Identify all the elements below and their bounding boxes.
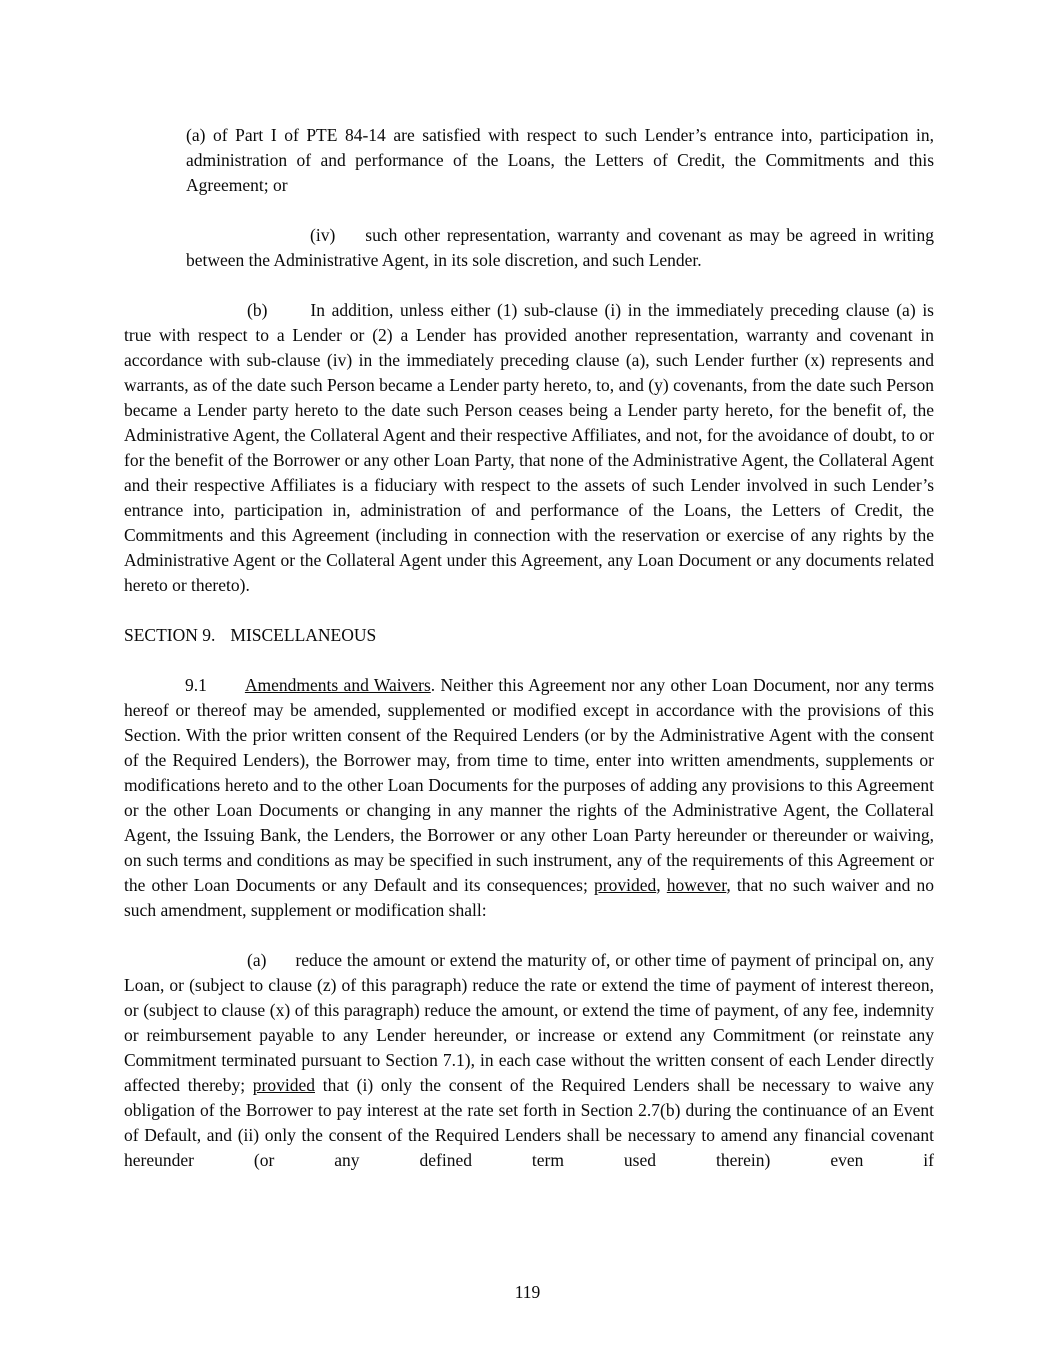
page-content [124,123,934,1198]
section-number: SECTION 9. [124,625,216,645]
underlined-term-provided: provided [252,1075,315,1095]
section-9-heading [124,623,934,648]
paragraph-9-1-amendments [124,673,934,923]
paragraph-clause-iv [186,223,934,273]
paragraph-clause-b [124,298,934,598]
paragraph-pte-clause [186,123,934,198]
paragraph-text: In addition, unless either (1) sub-clause (i) in the immediately preceding clause (a) is true with respect to a Lender or (2) a Lender has provided another representation, warranty and covenant in accordance with sub-clause (iv) in the immediately preceding clause (a), such Lender further (x) represents and warrants, as of the date such Person became a Lender party hereto, to, and (y) covenants, from the date such Person became a Lender party hereto to the date such Person ceases being a Lender party hereto, for the benefit of, the Administrative Agent, the Collateral Agent and their respective Affiliates, and not, for the avoidance of doubt, to or for the benefit of the Borrower or any other Loan Party, that none of the Administrative Agent, the Collateral Agent and their respective Affiliates is a fiduciary with respect to the assets of such Lender involved in such Lender’s entrance into, participation in, administration of and performance of the Loans, the Letters of Credit, the Commitments and this Agreement (including in connection with the reservation or exercise of any rights by the Administrative Agent or the Collateral Agent under this Agreement, any Loan Document or any documents related hereto or thereto). [124,300,934,595]
subsection-number: 9.1 [185,675,207,695]
clause-label-a: (a) [247,950,267,970]
page-number: 119 [514,1282,541,1302]
paragraph-text: (a) of Part I of PTE 84-14 are satisfied with respect to such Lender’s entrance into, participation in, administration of and performance of the Loans, the Letters of Credit, the Commitments and this Agreement; or [186,125,934,195]
paragraph-text: , that no such waiver and no such amendment, supplement or modification shall: [124,875,934,920]
paragraph-text: , [656,875,667,895]
paragraph-text: that (i) only the consent of the Required Lenders shall be necessary to waive any obligation of the Borrower to pay interest at the rate set forth in Section 2.7(b) during the continuance of an Event of Default, and (ii) only the consent of the Required Lenders shall be necessary to amend any financial covenant hereunder (or any defined term used therein) even if [124,1075,934,1170]
paragraph-text: . Neither this Agreement nor any other Loan Document, nor any terms hereof or thereof may be amended, supplemented or modified except in accordance with the provisions of this Section. With the prior written consent of the Required Lenders (or by the Administrative Agent with the consent of the Required Lenders), the Borrower may, from time to time, enter into written amendments, supplements or modifications hereto and to the other Loan Documents for the purposes of adding any provisions to this Agreement or the other Loan Documents or changing in any manner the rights of the Administrative Agent, the Collateral Agent, the Issuing Bank, the Lenders, the Borrower or any other Loan Party hereunder or thereunder or waiving, on such terms and conditions as may be specified in such instrument, any of the requirements of this Agreement or the other Loan Documents or any Default and its consequences; [124,675,935,895]
clause-label-iv: (iv) [310,225,336,245]
underlined-term-provided: provided [594,875,657,895]
paragraph-clause-a-reduce [124,948,934,1173]
clause-label-b: (b) [247,300,268,320]
underlined-term-however: however [666,875,727,895]
defined-term-amendments-and-waivers: Amendments and Waivers [244,675,431,695]
paragraph-text: reduce the amount or extend the maturity of, or other time of payment of principal on, any Loan, or (subject to clause (z) of this paragraph) reduce the rate or extend the time of payment of interest thereon, or (subject to clause (x) of this paragraph) reduce the amount, or extend the time of payment, of any fee, indemnity or reimbursement payable to any Lender hereunder, or increase or extend any Commitment (or reinstate any Commitment terminated pursuant to Section 7.1), in each case without the written consent of each Lender directly affected thereby; [124,950,934,1095]
section-title: MISCELLANEOUS [230,625,377,645]
paragraph-text: such other representation, warranty and covenant as may be agreed in writing between the Administrative Agent, in its sole discretion, and such Lender. [186,225,934,270]
